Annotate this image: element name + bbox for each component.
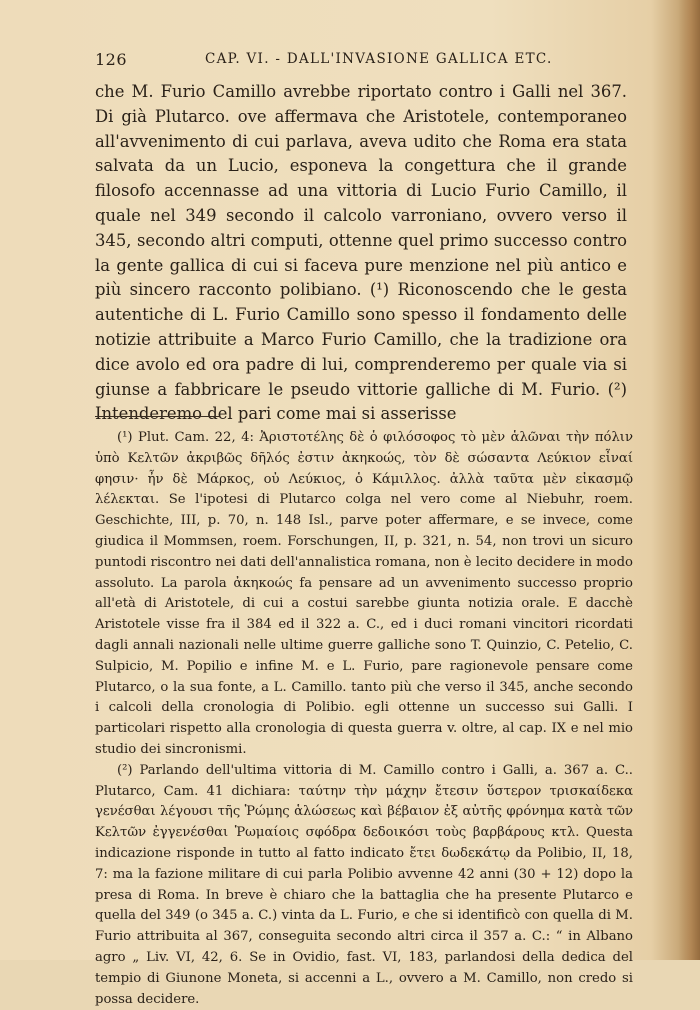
- main-text: [95, 80, 627, 427]
- page-number: 126: [95, 50, 128, 69]
- page-header: [95, 50, 635, 72]
- footnotes: [95, 428, 633, 1010]
- running-head: CAP. VI. - DALL'INVASIONE GALLICA ETC.: [205, 51, 553, 67]
- page-edge-shadow: [678, 0, 700, 960]
- footnote-2: (²) Parlando dell'ultima vittoria di M. Camillo contro i Galli, a. 367 a. C.. Plutarco, Cam. 41 dichiara: ταύτην τὴν μάχην ἔτεσιν ὕστερον τρισκαίδεκα γενέσθαι λέγουσι τῆς Ῥώμης ἁλώσεως καὶ βέβαιον ἐξ αὐτῆς φρόνημα κατὰ τῶν Κελτῶν ἐγγενέσθαι Ῥωμαίοις σφόδρα δεδοικόσι τοὺς βαρβάρους κτλ. Questa indicazione risponde in tutto al fatto indicato ἔτει δωδεκάτῳ da Polibio, II, 18, 7: ma la fazione militare di cui parla Polibio avvenne 42 anni (30 + 12) dopo la presa di Roma. In breve è chiaro che la battaglia che ha presente Plutarco e quella del 349 (o 345 a. C.) vinta da L. Furio, e che si identificò con quella di M. Furio attribuita al 367, conseguita secondo altri circa il 357 a. C.: “ in Albano agro „ Liv. VI, 42, 6. Se in Ovidio, fast. VI, 183, parlandosi della dedica del tempio di Giunone Moneta, si accenni a L., ovvero a M. Camillo, non credo si possa decidere.: [95, 762, 633, 1007]
- body-paragraph: che M. Furio Camillo avrebbe riportato contro i Galli nel 367. Di già Plutarco. ove affermava che Aristotele, contemporaneo all'avvenimento di cui parlava, aveva udito che Roma era stata salvata da un Lucio, esponeva la congettura che il grande filosofo accennasse ad una vittoria di Lucio Furio Camillo, il quale nel 349 secondo il calcolo varroniano, ovvero verso il 345, secondo altri computi, ottenne quel primo successo contro la gente gallica di cui si faceva pure menzione nel più antico e più sincero racconto polibiano. (¹) Riconoscendo che le gesta autentiche di L. Furio Camillo sono spesso il fondamento delle notizie attribuite a Marco Furio Camillo, che la tradizione ora dice avolo ed ora padre di lui, comprenderemo per quale via si giunse a fabbricare le pseudo vittorie galliche di M. Furio. (²) Intenderemo del pari come mai si asserisse: [95, 82, 627, 424]
- footnote-separator: [95, 416, 220, 417]
- footnote-1: (¹) Plut. Cam. 22, 4: Ἀριστοτέλης δὲ ὁ φιλόσοφος τὸ μὲν ἁλῶναι τὴν πόλιν ὑπὸ Κελτῶν ἀκριβῶς δῆλός ἐστιν ἀκηκοώς, τὸν δὲ σώσαντα Λεύκιον εἶναί φησιν· ἦν δὲ Μάρκος, οὐ Λεύκιος, ὁ Κάμιλλος. ἀλλὰ ταῦτα μὲν εἰκασμῷ λέλεκται. Se l'ipotesi di Plutarco colga nel vero come al Niebuhr, roem. Geschichte, III, p. 70, n. 148 Isl., parve poter affermare, e se invece, come giudica il Mommsen, roem. Forschungen, II, p. 321, n. 54, non trovi un sicuro puntodi riscontro nei dati dell'annalistica romana, non è lecito decidere in modo assoluto. La parola ἀκηκοώς fa pensare ad un avvenimento successo proprio all'età di Aristotele, di cui a costui sarebbe giunta notizia orale. E dacchè Aristotele visse fra il 384 ed il 322 a. C., ed i duci romani vincitori ricordati dagli annali nazionali nelle ultime guerre galliche sono T. Quinzio, C. Petelio, C. Sulpicio, M. Popilio e infine M. e L. Furio, pare ragionevole pensare come Plutarco, o la sua fonte, a L. Camillo. tanto più che verso il 345, anche secondo i calcoli della cronologia di Polibio. egli ottenne un successo sui Galli. I particolari rispetto alla cronologia di questa guerra v. oltre, al cap. IX e nel mio studio dei sincronismi.: [95, 430, 633, 757]
